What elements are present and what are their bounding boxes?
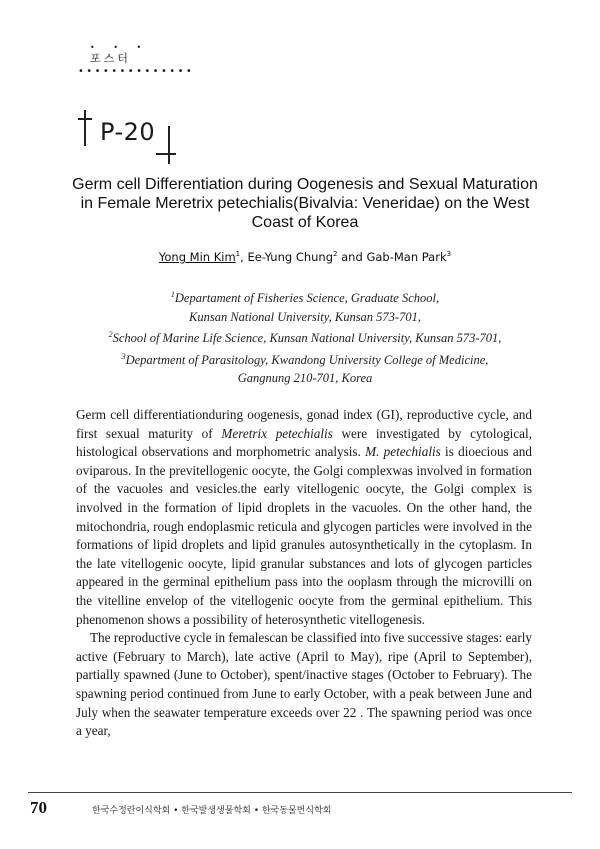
paper-title: Germ cell Differentiation during Oogenesis and Sexual Maturation in Female Meretrix petechialis(Bivalvia: Veneridae) on the West Coast of Korea [72, 176, 538, 231]
affiliations [60, 286, 550, 388]
author-sep-1: , [240, 250, 248, 264]
affiliation-3-line1: Department of Parasitology, Kwandong University College of Medicine, [125, 352, 489, 367]
affiliation-2-sup: 2 [108, 330, 113, 340]
bracket-bottom-right [156, 153, 176, 155]
affiliation-1 [60, 286, 550, 308]
affiliation-3-cont: Gangnung 210-701, Korea [237, 371, 373, 386]
abstract-paragraph-2: The reproductive cycle in femalescan be classified into five successive stages: early active (February to March), late active (April to May), ripe (April to September), partially spawned (June to October), spent/inactive stages (October to February). The spawning period continued from June to early October, with a peak between June and July when the seawater temperature exceeds over 22 . The spawning period was once a year, [76, 630, 532, 739]
p1-text-a: Germ cell differentiationduring oogenesis, gonad index (GI), reproductive cycle, and first sexual maturity of [76, 407, 532, 441]
affiliation-3 [60, 348, 550, 370]
affiliation-1-cont: Kunsan National University, Kunsan 573-701, [189, 309, 421, 324]
abstract-code: P-20 [100, 118, 156, 146]
bracket-right [168, 126, 170, 164]
affiliation-2-line1: School of Marine Life Science, Kunsan National University, Kunsan 573-701, [112, 331, 502, 346]
author-2: Ee-Yung Chung [247, 250, 334, 264]
footer-societies: 한국수정란이식학회 • 한국발생생물학회 • 한국동물번식학회 [92, 806, 332, 816]
affiliation-2 [60, 326, 550, 348]
abstract-body [76, 406, 532, 741]
p1-species: Meretrix petechialis [221, 425, 333, 441]
p1-species-abbrev: M. petechialis [365, 444, 441, 460]
author-1-sup: 1 [235, 250, 241, 259]
author-1: Yong Min Kim [158, 250, 236, 264]
abstract-paragraph-1 [76, 406, 532, 629]
author-2-sup: 2 [333, 250, 338, 259]
affiliation-3-sup: 3 [121, 351, 126, 361]
page-number: 70 [30, 798, 47, 817]
footer-rule [28, 792, 572, 793]
author-3: Gab-Man Park [366, 250, 447, 264]
author-list [70, 250, 540, 264]
affiliation-1-sup: 1 [170, 290, 175, 299]
p1-text-b: were investigated by cytological, histological observations and morphometric analysis. [76, 425, 532, 460]
bracket-left [84, 110, 86, 146]
affiliation-1-line1: Departament of Fisheries Science, Graduate School, [174, 291, 440, 306]
abstract-code-box [78, 108, 178, 160]
section-label: 포스터 [90, 52, 131, 65]
author-3-sup: 3 [446, 250, 452, 259]
p1-text-c: is dioecious and oviparous. In the previtellogenic oocyte, the Golgi complexwas involved in formation of the vacuoles and vesicles.the early vitellogenic oocyte, the Golgi complex is involved in the formation of lipid droplets in the vacuoles. On the other hand, the mitochondria, rough endoplasmic reticula and glycogen particles were involved in the formations of lipid droplets and lipid granules autosynthetically in the cytoplasm. In the late vitellogenic oocyte, lipid granular substances and lots of glycogen particles appeared in the germinal epithelium pass into the ooplasm through the microvilli on the vitelline envelop of the vitellogenic oocyte from the germinal epithelium. This phenomenon shows a possibility of heterosynthetic vitellogenesis. [76, 444, 532, 627]
author-sep-2: and [337, 250, 367, 264]
section-dots-top: • • • [90, 43, 150, 52]
section-dots-row: •••••••••••••• [78, 66, 195, 77]
